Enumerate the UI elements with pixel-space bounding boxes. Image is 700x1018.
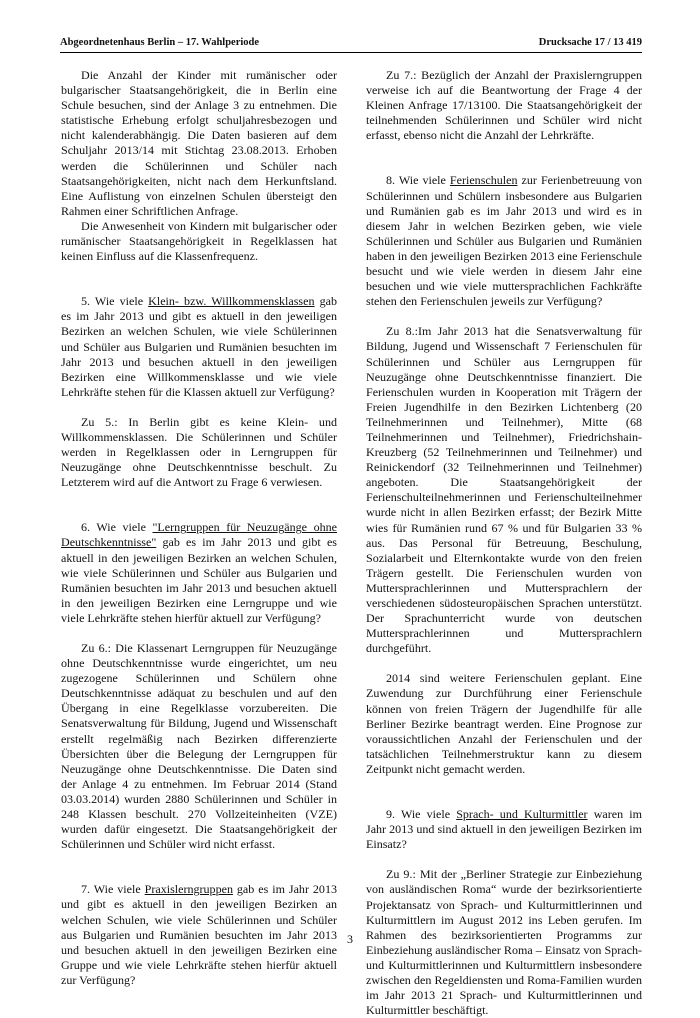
question-6-term: "Lerngruppen für Neuzugänge ohne Deutschkenntnisse" (61, 520, 337, 550)
header-parliament: Abgeordnetenhaus Berlin – 17. Wahlperiode (60, 37, 260, 48)
page-header (60, 34, 642, 53)
answer-8: Zu 8.:Im Jahr 2013 hat die Senatsverwaltung für Bildung, Jugend und Wissenschaft 7 Ferienschulen für Schülerinnen und Schüler aus Lerngruppen für Neuzugänge ohne Deutschkenntnisse finanziert. Die Ferienschulen wurden in Kooperation mit Trägern der Freien Jugendhilfe in den Bezirken Lichtenberg (20 Teilnehmerinnen und Teilnehmer), Mitte (68 Teilnehmerinnen und Teilnehmer), Friedrichshain-Kreuzberg (52 Teilnehmerinnen und Teilnehmer) und Reinickendorf (32 Teilnehmerinnen und Teilnehmer) angeboten. Die Staatsangehörigkeit der Ferienschulteilnehmerinnen und Ferienschulteilnehmer wurde nicht in allen Bezirken erfasst; der Bezirk Mitte wies für Rumänien rund 67 % und für Bulgarien 33 % aus. Das Personal für Betreuung, Beschulung, Sozialarbeit und Elternkontakte wurde von den freien Trägern gestellt. Die Ferienschulen wurden von Muttersprachlerinnen und Muttersprachlern der verschiedenen südosteuropäischen Sprachen unterstützt. Der Sprachunterricht wurde von deutschen Muttersprachlerinnen und Muttersprachlern durchgeführt. (366, 324, 642, 656)
question-5: 5. Wie viele Klein- bzw. Willkommensklassen gab es im Jahr 2013 und gibt es aktuell in den jeweiligen Bezirken an welchen Schulen, wie viele Schülerinnen und Schüler aus Bulgarien und Rumänien besuchten im Jahr 2013 und besuchen aktuell in den jeweiligen Bezirken eine Willkommensklasse und wie viele Lehrkräfte stehen für die Klassen aktuell zur Verfügung? (61, 294, 337, 399)
paragraph-attendance: Die Anwesenheit von Kindern mit bulgarischer oder rumänischer Staatsangehörigkeit in Regelklassen hat keinen Einfluss auf die Klassenfrequenz. (61, 218, 337, 264)
answer-8-continued: 2014 sind weitere Ferienschulen geplant. Eine Zuwendung zur Durchführung einer Ferienschule können von freien Trägern der Jugendhilfe für alle Berliner Bezirke beantragt werden. Eine Prognose zur voraussichtlichen Anzahl der Ferienschulen und der tatsächlichen Teilnehmerstruktur kann zu diesem Zeitpunkt nicht gemacht werden. (366, 671, 642, 776)
paragraph-intro: Die Anzahl der Kinder mit rumänischer oder bulgarischer Staatsangehörigkeit, die in Berlin eine Schule besuchen, sind der Anlage 3 zu entnehmen. Die statistische Erhebung erfolgt schuljahresbezogen und nicht kalenderabhängig. Die Daten basieren auf dem Schuljahr 2013/14 mit Stichtag 23.08.2013. Erhoben werden die Schülerinnen und Schüler nach Staatsangehörigkeiten, nicht nach dem Herkunftsland. Eine Auflistung von einzelnen Schulen übersteigt den Rahmen einer Schriftlichen Anfrage. (61, 68, 337, 218)
question-8-term: Ferienschulen (449, 173, 518, 188)
answer-9: Zu 9.: Mit der „Berliner Strategie zur Einbeziehung von ausländischen Roma“ wurde der bezirksorientierte Projektansatz von Sprach- und Kulturmittlerinnen und Kulturmittlern im August 2012 ins Leben gerufen. Im Rahmen des bezirksorientierten Programms zur Einbeziehung ausländischer Roma – Einsatz von Sprach- und Kulturmittlerinnen und Kulturmittlern insbesondere zwischen den Regeldiensten und Roma-Familien wurden im Jahr 2013 21 Sprach- und Kulturmittlerinnen und Kulturmittler beschäftigt. (366, 867, 642, 1018)
right-column (366, 68, 642, 1018)
question-5-term: Klein- bzw. Willkommensklassen (148, 294, 315, 309)
question-7: 7. Wie viele Praxislerngruppen gab es im Jahr 2013 und gibt es aktuell in den jeweiligen Bezirken an welchen Schulen, wie viele Schülerinnen und Schüler aus Bulgarien und Rumänien besuchten im Jahr 2013 und besuchen aktuell in den jeweiligen Bezirken eine Gruppe und wie viele Lehrkräfte stehen hierfür aktuell zur Verfügung? (61, 882, 337, 987)
answer-5: Zu 5.: In Berlin gibt es keine Klein- und Willkommensklassen. Die Schülerinnen und Schüler werden in Regelklassen oder in Lerngruppen für Neuzugänge ohne Deutschkenntnisse beschult. Zu Letzterem wird auf die Antwort zu Frage 6 verwiesen. (61, 414, 337, 490)
question-9: 9. Wie viele Sprach- und Kulturmittler waren im Jahr 2013 und sind aktuell in den jeweiligen Bezirken im Einsatz? (366, 807, 642, 852)
question-9-term: Sprach- und Kulturmittler (456, 807, 588, 822)
left-column (61, 68, 337, 988)
question-7-term: Praxislerngruppen (144, 882, 233, 897)
question-6: 6. Wie viele "Lerngruppen für Neuzugänge ohne Deutschkenntnisse" gab es im Jahr 2013 und gibt es aktuell in den jeweiligen Bezirken an welchen Schulen, wie viele Schülerinnen und Schüler aus Bulgarien und Rumänien besuchten im Jahr 2013 und besuchen aktuell in den jeweiligen Bezirken eine Lerngruppe und wie viele Lehrkräfte stehen hierfür aktuell zur Verfügung? (61, 520, 337, 625)
answer-7: Zu 7.: Bezüglich der Anzahl der Praxislerngruppen verweise ich auf die Beantwortung der Frage 4 der Kleinen Anfrage 17/13100. Die Staatsangehörigkeit der teilnehmenden Schülerinnen und Schüler wird nicht erfasst, ebenso nicht die Anzahl der Lehrkräfte. (366, 68, 642, 143)
answer-6: Zu 6.: Die Klassenart Lerngruppen für Neuzugänge ohne Deutschkenntnisse wurde eingerichtet, um neu zugezogene Schülerinnen und Schülern ohne Deutschkenntnisse adäquat zu beschulen und auf den Übergang in eine Regelklasse vorzubereiten. Die Senatsverwaltung für Bildung, Jugend und Wissenschaft erstellt regelmäßig nach Bezirken differenzierte Übersichten über die Belegung der Lerngruppen für Neuzugänge ohne Deutschkenntnisse. Die Daten sind der Anlage 4 zu entnehmen. Im Februar 2014 (Stand 03.03.2014) wurden 2880 Schülerinnen und Schüler in 248 Klassen beschult. 270 Vollzeiteinheiten (VZE) wurden dafür eingesetzt. Die Staatsangehörigkeit der Schülerinnen und Schüler wird nicht erfasst. (61, 641, 337, 852)
page-number: 3 (347, 932, 353, 946)
header-document-number: Drucksache 17 / 13 419 (538, 37, 642, 48)
question-8: 8. Wie viele Ferienschulen zur Ferienbetreuung von Schülerinnen und Schülern insbesondere aus Bulgarien und Rumänien gab es im Jahr 2013 und wird es in diesem Jahr in welchen Bezirken geben, wie viele Schülerinnen und Schüler aus Bulgarien und Rumänien haben in den jeweiligen Bezirken 2013 eine Ferienschule besucht und wie viele werden in diesem Jahr eine besuchen und wie viele muttersprachlichen Fachkräfte stehen den Ferienschulen jeweils zur Verfügung? (366, 173, 642, 309)
